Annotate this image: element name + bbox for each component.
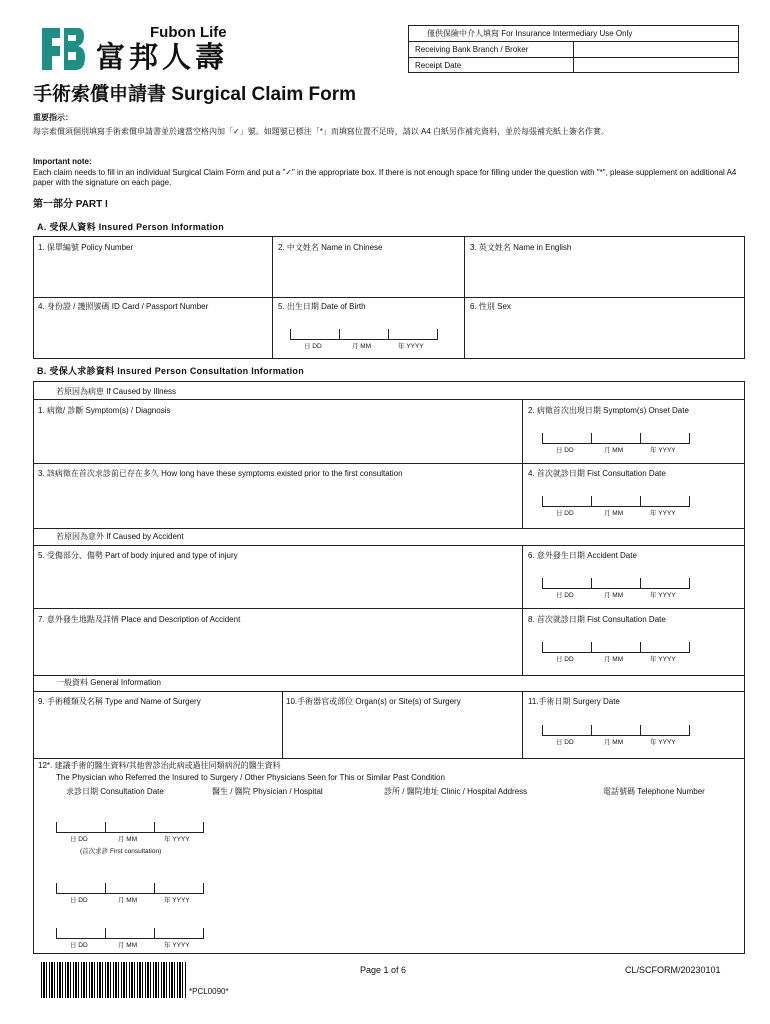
dd-label: 日 DD (556, 739, 574, 746)
dd-label: 日 DD (556, 592, 574, 599)
mm-label: 月 MM (118, 942, 138, 949)
sex-field[interactable]: 6. 性別 Sex (470, 302, 511, 311)
onset-date-input[interactable] (542, 433, 690, 459)
mm-label: 月 MM (604, 739, 624, 746)
col-physician: 醫生 / 醫院 Physician / Hospital (212, 787, 323, 796)
company-logo (38, 24, 248, 76)
dd-label: 日 DD (556, 447, 574, 454)
mm-label: 月 MM (604, 656, 624, 663)
mm-label: 月 MM (604, 592, 624, 599)
mm-label: 月 MM (604, 447, 624, 454)
accident-heading: 若原因為意外 If Caused by Accident (56, 532, 184, 541)
intermediary-title: 僅供保險中介人填寫 For Insurance Intermediary Use Only (427, 29, 633, 38)
note-en-text: Each claim needs to fill in an individual Surgical Claim Form and put a "✓" in the appropriate box. If there is not enough space for filling under the question with "*", please supplement on additional A4 paper with the signature on each page. (33, 168, 737, 187)
onset-date-field[interactable]: 2. 病徵首次出現日期 Symptom(s) Onset Date (528, 406, 689, 415)
dob-date-input[interactable] (290, 329, 438, 355)
yyyy-label: 年 YYYY (164, 942, 190, 949)
physician-question-en: The Physician who Referred the Insured to Surgery / Other Physicians Seen for This or Similar Past Condition (56, 773, 445, 782)
yyyy-label: 年 YYYY (398, 343, 424, 350)
surgery-type-field[interactable]: 9. 手術種類及名稱 Type and Name of Surgery (38, 697, 201, 706)
part-heading: 第一部分 PART I (33, 199, 108, 210)
mm-label: 月 MM (604, 510, 624, 517)
accident-date-field[interactable]: 6. 意外發生日期 Accident Date (528, 551, 637, 560)
accident-place-field[interactable]: 7. 意外發生地點及詳情 Place and Description of Accident (38, 615, 241, 624)
general-heading: 一般資料 General Information (56, 678, 161, 687)
date-of-birth-field[interactable]: 5. 出生日期 Date of Birth (278, 302, 366, 311)
receiving-bank-label: Receiving Bank Branch / Broker (415, 45, 529, 54)
dd-label: 日 DD (304, 343, 322, 350)
yyyy-label: 年 YYYY (164, 897, 190, 904)
dd-label: 日 DD (556, 656, 574, 663)
form-code: CL/SCFORM/20230101 (625, 965, 721, 975)
physician-question-cn: 12*. 建議手術的醫生資料/其他曾診治此病或過往同類病況的醫生資料 (38, 761, 281, 770)
yyyy-label: 年 YYYY (650, 592, 676, 599)
mm-label: 月 MM (118, 836, 138, 843)
receipt-date-label: Receipt Date (415, 61, 462, 70)
accident-first-consult-field[interactable]: 8. 首次就診日期 Fist Consultation Date (528, 615, 666, 624)
barcode-text: *PCL0090* (189, 987, 229, 996)
name-chinese-field[interactable]: 2. 中文姓名 Name in Chinese (278, 243, 383, 252)
surgery-date-field[interactable]: 11.手術日期 Surgery Date (528, 697, 620, 706)
accident-first-consult-input[interactable] (542, 642, 690, 668)
page-title: 手術索償申請書 Surgical Claim Form (33, 84, 357, 105)
dd-label: 日 DD (70, 836, 88, 843)
first-consult-date-field[interactable]: 4. 首次就診日期 Fist Consultation Date (528, 469, 666, 478)
mm-label: 月 MM (118, 897, 138, 904)
illness-heading: 若原因為病患 If Caused by Illness (56, 387, 177, 396)
symptom-duration-field[interactable]: 3. 該病徵在首次求診前已存在多久 How long have these symptoms existed prior to the first consultation (38, 469, 403, 478)
surgery-date-input[interactable] (542, 725, 690, 751)
accident-date-input[interactable] (542, 578, 690, 604)
section-b-title: B. 受保人求診資料 Insured Person Consultation Information (37, 366, 305, 376)
injury-field[interactable]: 5. 受傷部分、傷勢 Part of body injured and type of injury (38, 551, 238, 560)
yyyy-label: 年 YYYY (650, 739, 676, 746)
dd-label: 日 DD (70, 942, 88, 949)
yyyy-label: 年 YYYY (650, 447, 676, 454)
col-consultation-date: 求診日期 Consultation Date (66, 787, 164, 796)
yyyy-label: 年 YYYY (650, 510, 676, 517)
yyyy-label: 年 YYYY (650, 656, 676, 663)
note-en-heading: Important note: (33, 157, 92, 166)
first-consultation-note: (首次求診 First consultation) (80, 848, 162, 855)
dd-label: 日 DD (70, 897, 88, 904)
dd-label: 日 DD (556, 510, 574, 517)
section-a-title: A. 受保人資料 Insured Person Information (37, 222, 225, 232)
col-telephone: 電話號碼 Telephone Number (603, 787, 705, 796)
page-number: Page 1 of 6 (360, 965, 407, 975)
brand-name-cn: 富邦人壽 (96, 42, 229, 74)
physician-date-input-2[interactable] (56, 883, 204, 909)
id-card-field[interactable]: 4. 身份證 / 護照號碼 ID Card / Passport Number (38, 302, 209, 311)
first-consult-date-input[interactable] (542, 496, 690, 522)
col-address: 診所 / 醫院地址 Clinic / Hospital Address (384, 787, 528, 796)
fubon-logo-icon (38, 24, 88, 74)
intermediary-box (408, 25, 739, 73)
note-cn-text: 每宗索償須個別填寫手術索償申請書並於適當空格內加「✓」號。如題號已標注「*」而填寫位置不足時，請以 A4 白紙另作補充資料，並於每張補充紙上簽名作實。 (33, 127, 610, 136)
brand-name-en: Fubon Life (150, 24, 227, 41)
note-cn-heading: 重要指示： (33, 113, 73, 122)
name-english-field[interactable]: 3. 英文姓名 Name in English (470, 243, 572, 252)
mm-label: 月 MM (352, 343, 372, 350)
barcode (41, 962, 186, 998)
diagnosis-field[interactable]: 1. 病徵/ 診斷 Symptom(s) / Diagnosis (38, 406, 171, 415)
physician-date-input-3[interactable] (56, 928, 204, 954)
physician-date-input-1[interactable] (56, 822, 204, 848)
yyyy-label: 年 YYYY (164, 836, 190, 843)
surgery-organ-field[interactable]: 10.手術器官或部位 Organ(s) or Site(s) of Surgery (286, 697, 461, 706)
policy-number-field[interactable]: 1. 保單編號 Policy Number (38, 243, 134, 252)
